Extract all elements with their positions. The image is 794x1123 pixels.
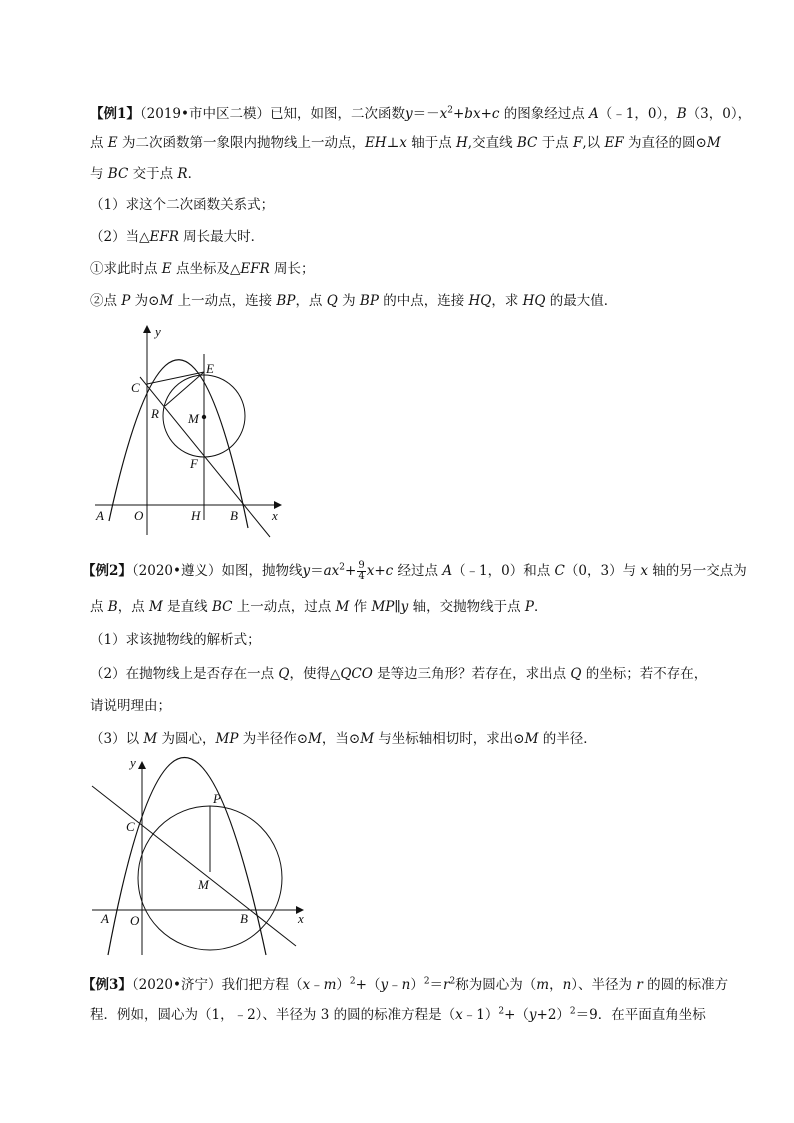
ex2-label-p: P — [213, 791, 221, 806]
ex2-source: （2020•遵义） — [131, 563, 222, 579]
ex1-label-h: H — [191, 508, 201, 523]
ex2-line2: 点 B，点 M 是直线 BC 上一动点，过点 M 作 MP∥y 轴，交抛物线于点 P． — [90, 599, 548, 615]
ex1-label-c: C — [131, 380, 140, 395]
ex1-source: （2019•市中区二模） — [139, 106, 270, 122]
ex1-line2: 点 E 为二次函数第一象限内抛物线上一动点，EH⊥x 轴于点 H,交直线 BC 于点 F,以 EF 为直径的圆⊙M — [90, 135, 721, 151]
ex1-label-a: A — [96, 508, 104, 523]
ex1-parabola — [109, 360, 248, 528]
ex2-fraction: $\frac{9}{4}$ — [358, 560, 365, 582]
ex1-q2a: ①求此时点 E 点坐标及△EFR 周长； — [90, 261, 315, 277]
ex1-q2b: ②点 P 为⊙M 上一动点，连接 BP，点 Q 为 BP 的中点，连接 HQ，求 HQ 的最大值． — [90, 293, 618, 309]
ex2-q2b: 请说明理由； — [90, 698, 171, 714]
ex2-label-y: y — [130, 755, 136, 770]
ex1-figure — [90, 320, 290, 540]
ex2-q3: （3）以 M 为圆心，MP 为半径作⊙M，当⊙M 与坐标轴相切时，求出⊙M 的半径． — [90, 731, 597, 747]
ex2-label-a: A — [101, 911, 109, 926]
ex1-label-y: y — [155, 324, 161, 339]
ex2-label-m: M — [198, 877, 209, 892]
ex2-label-c: C — [126, 819, 135, 834]
ex1-q1: （1）求这个二次函数关系式； — [90, 197, 275, 213]
ex3-source: （2020•济宁） — [131, 977, 222, 993]
ex3-line1: 【例3】（2020•济宁）我们把方程$(x﹣m)^2+(y﹣n)^2=r^2$称为圆心为（m，n）、半径为 r 的圆的标准方 — [82, 976, 729, 993]
ex2-tag: 【例2】 — [82, 563, 132, 579]
ex1-label-f: F — [190, 456, 198, 471]
ex1-label-e: E — [206, 361, 214, 376]
ex1-q2: （2）当△EFR 周长最大时． — [90, 229, 265, 245]
ex1-label-b: B — [230, 508, 238, 523]
ex2-label-b: B — [240, 911, 248, 926]
ex2-line1: 【例2】（2020•遵义）如图，抛物线$y=ax^2+$ $\frac{9}{4}$ x+c 经过点 A（﹣1，0）和点 C（0，3）与 x 轴的另一交点为 — [82, 560, 747, 582]
ex1-line3: 与 BC 交于点 R． — [90, 166, 202, 182]
ex1-seg-re — [165, 372, 204, 406]
ex3-line2: 程．例如，圆心为（1，﹣2）、半径为 3 的圆的标准方程是$(x﹣1)^2+(y+2)^2=9$．在平面直角坐标 — [90, 1006, 706, 1023]
ex1-label-r: R — [151, 406, 159, 421]
ex1-point-m — [202, 415, 206, 419]
ex2-line-bc — [92, 786, 296, 946]
ex2-label-o: O — [130, 913, 140, 928]
ex1-label-m: M — [188, 411, 199, 426]
ex2-label-x: x — [298, 911, 304, 926]
ex1-tag: 【例1】 — [90, 106, 140, 122]
ex2-q1: （1）求该抛物线的解析式； — [90, 632, 261, 648]
ex3-tag: 【例3】 — [82, 977, 132, 993]
ex2-figure — [85, 755, 310, 960]
ex2-q2: （2）在抛物线上是否存在一点 Q，使得△QCO 是等边三角形？若存在，求出点 Q 的坐标；若不存在， — [90, 666, 708, 682]
ex1-label-x: x — [272, 508, 278, 523]
ex1-line1: 【例1】（2019•市中区二模）已知，如图，二次函数$y=-x^2+bx+c$ 的图象经过点 A（﹣1，0），B（3，0）， — [90, 105, 752, 122]
ex1-label-o: O — [134, 508, 144, 523]
